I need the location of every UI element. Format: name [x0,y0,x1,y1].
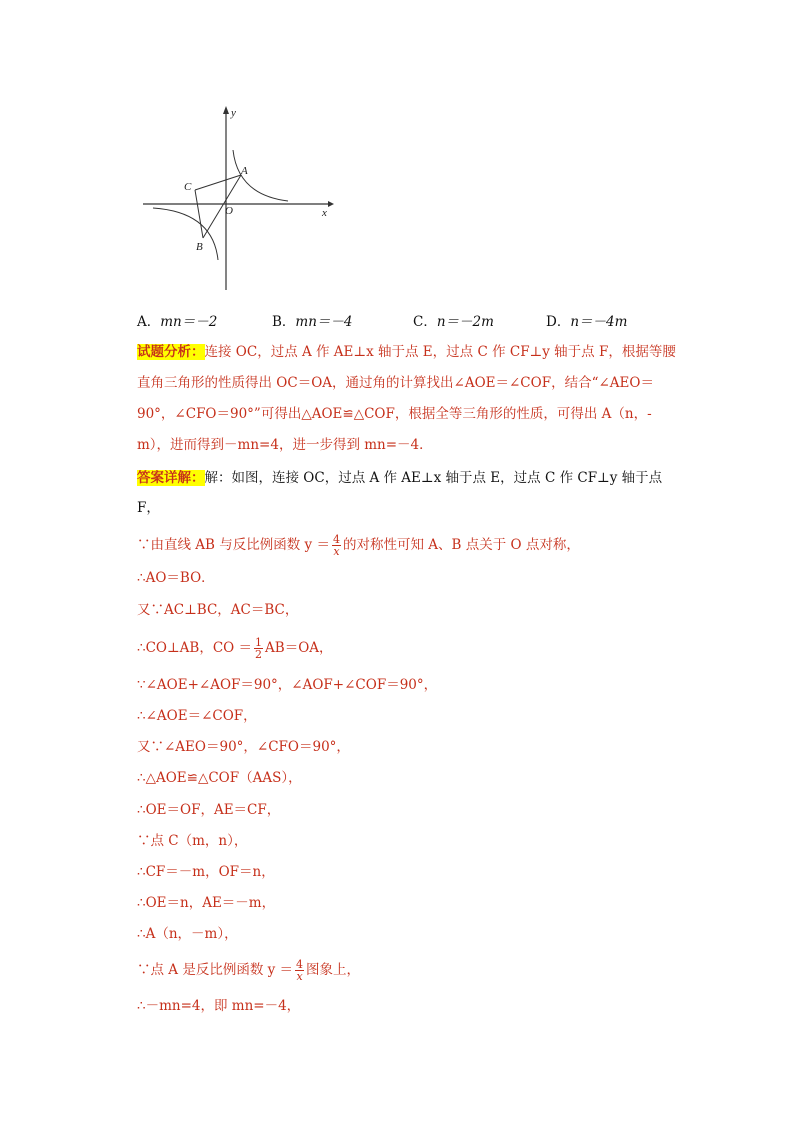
x-axis-arrow [328,201,334,207]
y-axis-arrow [223,106,229,114]
analysis-line-3: 90°，∠CFO＝90°”可得出△AOE≌△COF，根据全等三角形的性质，可得出 A（n，- [137,406,652,422]
half-numerator: 1 [255,636,263,649]
solution-line-8: ∴∠AOE＝∠COF， [137,708,257,724]
analysis-tag: 试题分析： [137,344,205,360]
fraction-half [254,637,263,660]
fraction-4-over-x-2 [295,959,304,982]
hyperbola-branch-2 [153,208,218,260]
label-c: C [184,181,192,193]
solution-l6-after: AB＝OA， [265,640,333,656]
solution-tag: 答案详解： [137,470,205,486]
solution-l16-after: 图象上， [306,962,361,978]
option-b-text: mn＝－4 [295,314,353,330]
fraction2-numerator: 4 [296,958,304,971]
solution-text-1: 解：如图，连接 OC，过点 A 作 AE⊥x 轴于点 E，过点 C 作 CF⊥y 轴于点 [204,470,663,486]
option-a [137,310,217,330]
solution-l6-before: ∴CO⊥AB，CO ＝ [137,640,253,656]
solution-line-13: ∴CF＝－m，OF＝n， [137,864,275,880]
fraction-denominator: x [333,545,340,558]
solution-line-7: ∵∠AOE+∠AOF＝90°，∠AOF+∠COF＝90°， [137,677,438,693]
solution-line-9: 又∵∠AEO＝90°，∠CFO＝90°， [137,739,350,755]
option-c-text: n＝－2m [436,314,494,330]
coordinate-figure [138,100,338,295]
solution-line-12: ∵点 C（m，n）， [137,833,248,849]
solution-line-1 [137,468,662,488]
solution-line-17: ∴－mn=4，即 mn=－4， [137,998,301,1014]
fraction-numerator: 4 [332,533,340,546]
option-b-label: B． [272,314,296,330]
fraction-4-over-x [332,534,341,557]
solution-line-5: 又∵AC⊥BC，AC＝BC， [137,602,299,618]
label-a: A [241,165,248,177]
half-denominator: 2 [255,648,263,661]
solution-l3-before: ∵由直线 AB 与反比例函数 y ＝ [137,537,330,553]
option-c-label: C． [413,314,437,330]
option-d-label: D． [546,314,571,330]
solution-line-10: ∴△AOE≌△COF（AAS）， [137,770,302,786]
label-y: y [231,107,236,119]
option-a-text: mn＝－2 [160,314,218,330]
solution-l3-after: 的对称性可知 A、B 点关于 O 点对称， [342,537,580,553]
analysis-line-2: 直角三角形的性质得出 OC＝OA，通过角的计算找出∠AOE＝∠COF，结合“∠AEO＝ [137,375,654,391]
option-a-label: A． [137,314,161,330]
label-origin: O [225,205,233,217]
option-c [413,310,494,330]
option-d-text: n＝－4m [570,314,628,330]
label-b: B [196,241,203,253]
label-x: x [322,207,327,219]
solution-line-4: ∴AO＝BO． [137,570,215,586]
segment-ab [203,175,241,238]
analysis-line-1 [137,342,676,362]
option-d [546,310,627,330]
analysis-text-1: 连接 OC，过点 A 作 AE⊥x 轴于点 E，过点 C 作 CF⊥y 轴于点 F，根据等腰 [204,344,676,360]
option-b [272,310,353,330]
segment-ca [195,175,241,190]
solution-line-14: ∴OE＝n，AE＝－m， [137,895,276,911]
segment-cb [195,190,203,238]
solution-line-6 [137,634,333,662]
fraction2-denominator: x [296,970,303,983]
solution-line-16 [137,956,360,984]
solution-line-2: F， [137,500,160,516]
analysis-line-4: m），进而得到－mn=4，进一步得到 mn=－4． [137,437,433,453]
solution-l16-before: ∵点 A 是反比例函数 y ＝ [137,962,294,978]
solution-line-11: ∴OE＝OF，AE＝CF， [137,802,281,818]
solution-line-15: ∴A（n，－m）， [137,926,238,942]
solution-line-3 [137,531,580,559]
